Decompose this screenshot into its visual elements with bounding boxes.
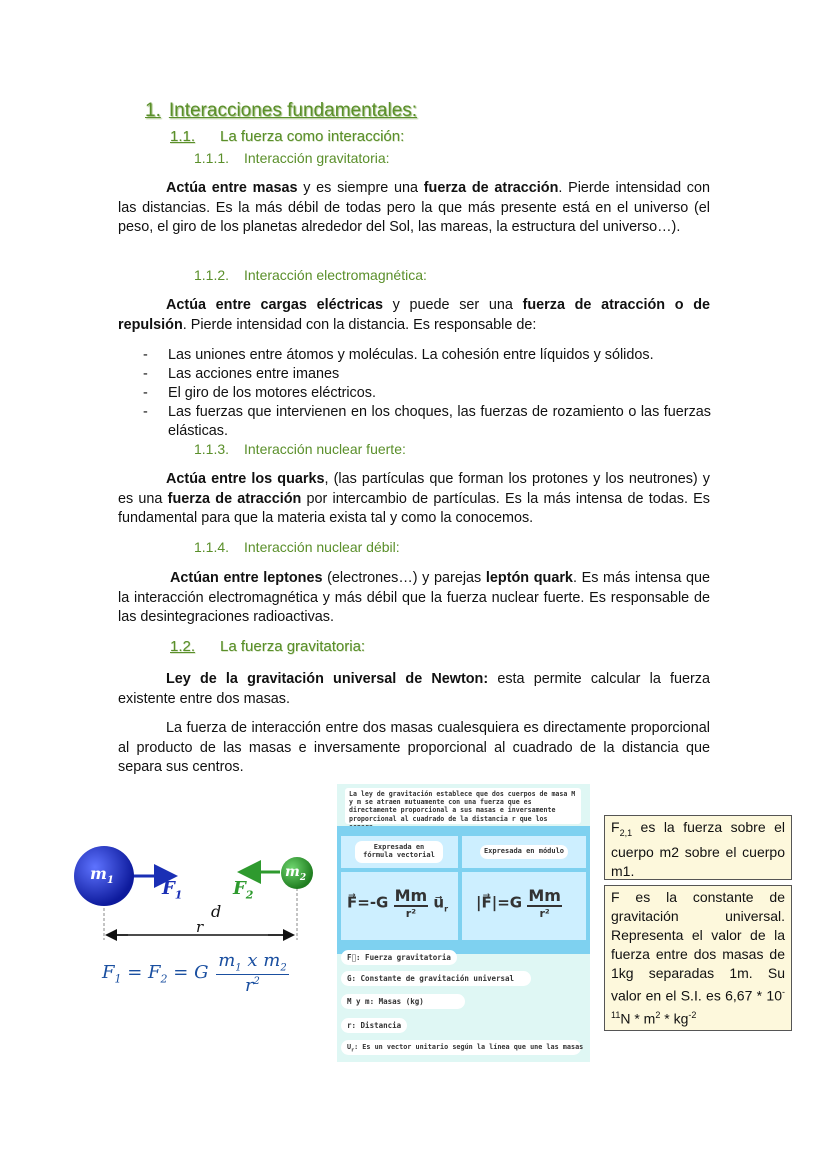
heading-1 [145,100,417,122]
bold-text: Actúa entre masas [166,180,298,196]
formula-f: F [102,961,115,983]
note-unit: N * m [620,1010,656,1027]
vector-fraction [394,886,429,920]
heading-1-title: Interacciones fundamentales: [168,100,418,121]
formula-sub: 1 [114,972,122,986]
bold-text: fuerza de atracción [167,490,302,507]
module-formula [476,886,562,920]
label-module: Expresada en módulo [480,845,568,859]
definition-force: F⃗: Fuerza gravitatoria [341,950,457,965]
vector-den: r² [405,907,417,920]
note-box-f21 [604,815,792,880]
heading-1-1-1-number: 1.1.1. [194,150,230,166]
formula-fraction [216,950,289,996]
text: La fuerza de interacción entre dos masas cualesquiera es directamente proporcional al producto de las masas e inversamente proporcional al cuadrado de la distancia que separa sus centros. [118,720,710,775]
bold-text: Actúan entre leptones [170,570,323,586]
heading-1-1-4-title: Interacción nuclear débil: [244,539,400,555]
unit-vector-u: U [347,1043,352,1051]
text: . Pierde intensidad con las distancias. Es la más débil de todas pero la que más presente está en el universo (el peso, el giro de los planetas alrededor del Sol, las mareas, la estructura del universo…). [118,180,711,235]
formula-g: = G [173,961,209,983]
module-fraction [527,886,562,920]
formula-eq: = F [127,961,161,983]
list-item: - Las uniones entre átomos y moléculas. La cohesión entre líquidos y sólidos. [143,346,711,365]
definition-masses: M y m: Masas (kg) [341,994,465,1009]
list-item: - Las acciones entre imanes [143,365,711,384]
heading-1-1-2-title: Interacción electromagnética: [244,267,427,283]
heading-1-1-3 [194,441,406,457]
note-exp: -11 [611,987,785,1020]
text: (electrones…) y parejas [322,570,486,586]
label-f: F [162,878,175,899]
label-m: m [90,864,107,883]
list-item: - El giro de los motores eléctricos. [143,384,711,403]
heading-1-1-title: La fuerza como interacción: [220,128,405,145]
heading-1-1-number: 1.1. [170,128,196,145]
mass-2-label [285,864,306,883]
label-sub: 1 [106,875,114,887]
label-vector: Expresada en fórmula vectorial [355,841,443,863]
note-f: F [611,819,620,835]
heading-1-1-4 [194,539,400,555]
label-sub: 2 [245,888,254,902]
formula-numerator [216,950,289,975]
bold-text: Ley de la gravitación universal de Newton: [166,671,489,687]
heading-1-1-1-title: Interacción gravitatoria: [244,150,390,166]
paragraph-gravitational [118,179,710,238]
definition-unit-vector [341,1040,584,1055]
note-sub: 2,1 [619,827,633,838]
module-den: r² [539,907,550,920]
text: . Es más intensa que la interacción electromagnética y más débil que la fuerza nuclear fuerte. Es responsable de las desintegraciones radioactivas. [118,570,710,625]
distance-r-label: r [196,918,204,936]
num-x: x m [241,950,281,971]
cell-vector-formula [341,872,458,940]
definition-distance: r: Distancia [341,1018,407,1033]
note-sup: -2 [688,1009,697,1020]
module-num: Mm [528,886,561,905]
text: , (las partículas que forman los protones y los neutrones) y es una [118,471,710,507]
heading-1-1-1 [194,150,390,166]
vector-formula [347,886,448,920]
cell-module-label [462,836,586,868]
bold-text: Actúa entre los quarks [166,471,325,487]
text: . Pierde intensidad con la distancia. Es responsable de: [182,316,537,333]
unit-vector-sub: r [351,1047,355,1054]
bold-text: fuerza de atracción [423,180,559,196]
paragraph-electromagnetic [118,296,710,335]
gravitation-infographic [337,784,590,1062]
vector-unit-sub: r [444,904,449,914]
num-sub: 2 [280,962,287,974]
text: y puede ser una [383,297,523,313]
heading-1-1 [170,128,404,145]
note-text: es la fuerza sobre el cuerpo m2 sobre el cuerpo m1. [611,819,785,879]
den-r: r [244,974,254,996]
force-1-label [162,878,182,902]
label-f: F [233,878,246,899]
text: esta permite calcular la fuerza existente entre dos masas. [118,671,710,707]
force-2-label [233,878,253,902]
paragraph-weak-nuclear [118,569,710,628]
bold-text: Actúa entre cargas eléctricas [166,297,383,313]
heading-1-2-title: La fuerza gravitatoria: [220,638,366,655]
module-formula-lhs: |F⃗|=G [476,893,523,912]
bold-text: fuerza de atracción o de repulsión [118,297,710,333]
definition-constant: G: Constante de gravitación universal [341,971,531,986]
list-item: - Las fuerzas que intervienen en los choques, las fuerzas de rozamiento o las fuerzas elásticas. [143,403,711,441]
unit-vector-text: : Es un vector unitario según la línea que une las masas [354,1043,584,1051]
heading-1-1-2-number: 1.1.2. [194,267,230,283]
label-m: m [285,864,300,880]
heading-1-2-number: 1.2. [170,638,196,655]
vector-num: Mm [394,886,428,905]
cell-vector-label [341,836,458,868]
text: por intercambio de partículas. Es la más intensa de todas. Es fundamental para que la materia exista tal y como la conocemos. [118,490,710,526]
num-sub: 1 [235,962,242,974]
note-text: F es la constante de gravitación universal. Representa el valor de la fuerza entre dos masas de 1kg separadas 1m. Su valor en el S.I. es 6,67 * 10 [611,889,785,1004]
vector-unit: u⃗ [433,893,445,912]
den-sup: 2 [253,975,260,987]
paragraph-newton-law [118,670,710,709]
distance-d-label: d [211,902,222,921]
em-list [143,346,711,441]
heading-1-1-3-title: Interacción nuclear fuerte: [244,441,406,457]
heading-1-2 [170,638,365,655]
label-sub: 1 [174,888,183,902]
heading-1-1-3-number: 1.1.3. [194,441,230,457]
label-sub: 2 [299,872,307,883]
heading-1-number: 1. [145,100,161,121]
infographic-intro: La ley de gravitación establece que dos cuerpos de masa M y m se atraen mutuamente con una fuerza que es directamente proporcional a sus masas e inversamente proporcional al cuadrado de la distancia r que los [345,788,581,824]
formula-denominator [216,975,289,996]
note-box-constant [604,885,792,1031]
vector-formula-lhs: F⃗=-G [347,893,389,912]
paragraph-proportional [118,719,710,778]
note-unit: * kg [660,1010,689,1027]
mass-1-label [90,864,114,886]
note-sup: 2 [655,1009,661,1020]
formula-sub: 2 [160,972,168,986]
num-m: m [218,950,236,971]
infographic-formula-band [337,826,590,954]
heading-1-1-4-number: 1.1.4. [194,539,230,555]
bold-text: leptón quark [485,570,573,586]
paragraph-strong-nuclear [118,470,710,529]
newton-formula [102,950,289,996]
heading-1-1-2 [194,267,427,283]
cell-module-formula [462,872,586,940]
text: y es siempre una [297,180,424,196]
newton-diagram [68,840,328,1000]
